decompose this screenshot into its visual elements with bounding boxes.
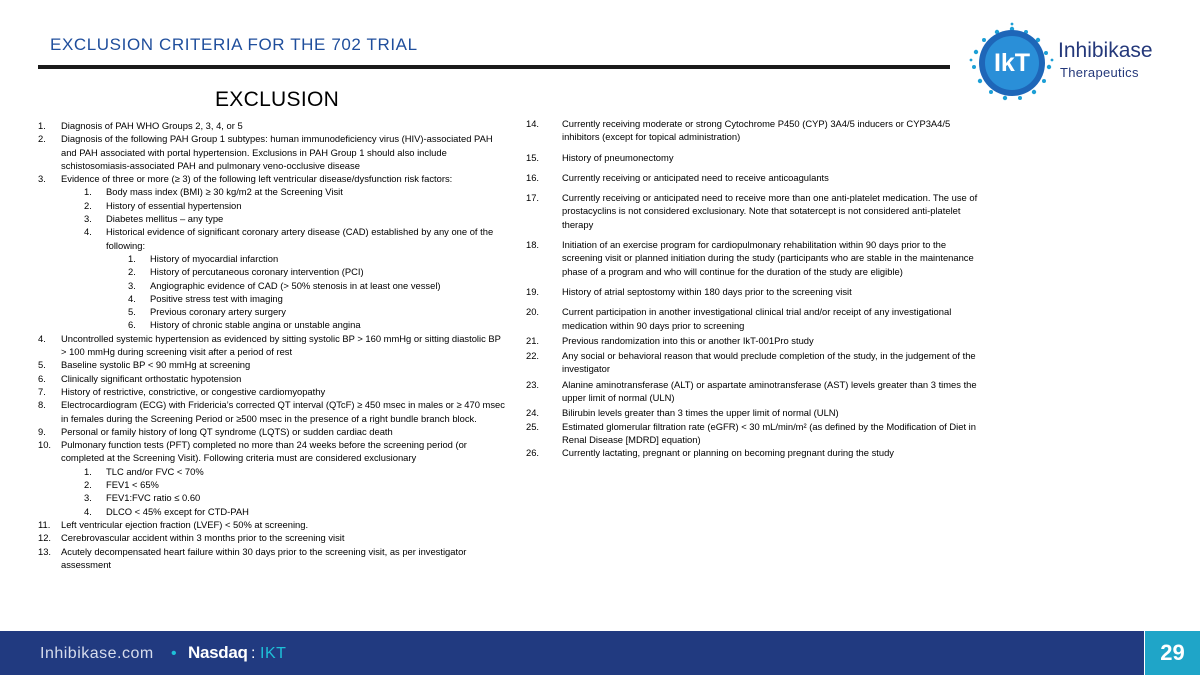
- item-number: 3.: [128, 279, 136, 291]
- list-subsubitem: [38, 292, 508, 305]
- item-text: DLCO < 45% except for CTD-PAH: [106, 505, 249, 517]
- bullet-separator: •: [171, 645, 177, 662]
- logo-company-name: Inhibikase: [1058, 39, 1153, 62]
- item-text: Acutely decompensated heart failure within 30 days prior to the screening visit, as per investigator assessment: [61, 545, 467, 570]
- item-number: 3.: [38, 173, 46, 185]
- item-text: Cerebrovascular accident within 3 months prior to the screening visit: [61, 532, 345, 544]
- item-text: TLC and/or FVC < 70%: [106, 465, 204, 477]
- item-text: Diagnosis of PAH WHO Groups 2, 3, 4, or 5: [61, 120, 243, 131]
- item-text: History of chronic stable angina or unstable angina: [150, 319, 361, 331]
- list-item: [38, 385, 508, 398]
- item-text: Personal or family history of long QT syndrome (LQTS) or sudden cardiac death: [61, 425, 393, 437]
- item-number: 8.: [38, 399, 46, 411]
- website-link[interactable]: Inhibikase.com: [40, 645, 154, 662]
- item-text: History of pneumonectomy: [562, 151, 674, 163]
- item-text: Alanine aminotransferase (ALT) or aspartate aminotransferase (AST) levels greater than 3 times the upper limit of normal (ULN): [562, 378, 977, 404]
- item-number: 13.: [38, 545, 52, 557]
- item-number: 4.: [128, 292, 136, 304]
- item-number: 6.: [128, 319, 136, 331]
- item-text: Current participation in another investigational clinical trial and/or receipt of any investigational medication within 90 days prior to screening: [562, 306, 952, 331]
- item-number: 6.: [38, 372, 46, 384]
- item-text: Currently lactating, pregnant or planning on becoming pregnant during the study: [562, 447, 894, 459]
- item-number: 2.: [38, 133, 46, 145]
- item-number: 2.: [128, 266, 136, 278]
- item-number: 9.: [38, 425, 46, 437]
- item-number: 14.: [526, 118, 540, 129]
- list-item: [526, 117, 986, 144]
- list-subitem: [38, 185, 508, 198]
- item-number: 5.: [128, 306, 136, 318]
- item-number: 24.: [526, 407, 540, 419]
- list-item: [526, 349, 986, 376]
- item-text: Body mass index (BMI) ≥ 30 kg/m2 at the Screening Visit: [106, 186, 343, 198]
- list-subitem: [38, 199, 508, 212]
- item-number: 15.: [526, 151, 540, 163]
- item-number: 1.: [128, 252, 136, 264]
- list-item: [38, 358, 508, 371]
- item-number: 1.: [38, 120, 46, 131]
- item-text: Any social or behavioral reason that would preclude completion of the study, in the judgement of the investigator: [562, 350, 976, 375]
- list-item: [526, 406, 986, 419]
- logo-company-subtitle: Therapeutics: [1060, 65, 1139, 80]
- item-number: 2.: [84, 479, 92, 491]
- item-text: Uncontrolled systemic hypertension as evidenced by sitting systolic BP > 160 mmHg or sitting diastolic BP > 100 mmHg during screening visit after a period of rest: [61, 332, 501, 358]
- list-item: [38, 438, 508, 465]
- list-subitem: [38, 225, 508, 252]
- item-text: Currently receiving moderate or strong Cytochrome P450 (CYP) 3A4/5 inducers or CYP3A4/5 inhibitors (except for topical administration): [562, 118, 951, 143]
- item-text: History of myocardial infarction: [150, 252, 279, 264]
- exclusion-list-right: [526, 117, 986, 460]
- item-text: Diagnosis of the following PAH Group 1 subtypes: human immunodeficiency virus (HIV)-associated PAH and PAH associated with portal hypertension. Exclusions in PAH Group 1 should also include schistosomiasis-associated PAH and pulmonary veno-occlusive disease: [61, 133, 493, 171]
- item-text: Estimated glomerular filtration rate (eGFR) < 30 mL/min/m² (as defined by the Modification of Diet in Renal Disease [MDRD] equation): [562, 420, 976, 445]
- list-item: [526, 191, 986, 231]
- item-text: Left ventricular ejection fraction (LVEF) < 50% at screening.: [61, 518, 309, 530]
- item-text: Diabetes mellitus – any type: [106, 213, 224, 225]
- item-text: FEV1 < 65%: [106, 479, 159, 491]
- item-text: Evidence of three or more (≥ 3) of the following left ventricular disease/dysfunction risk factors:: [61, 173, 453, 185]
- item-number: 25.: [526, 420, 540, 432]
- item-number: 23.: [526, 378, 540, 390]
- list-item: [38, 332, 508, 359]
- item-text: Historical evidence of significant coronary artery disease (CAD) established by any one of the following:: [106, 226, 494, 251]
- item-number: 20.: [526, 306, 540, 318]
- list-item: [38, 132, 508, 172]
- list-item: [526, 151, 986, 164]
- list-item: [526, 334, 986, 347]
- page-number: 29: [1160, 640, 1185, 665]
- item-number: 4.: [38, 332, 46, 344]
- list-item: [526, 305, 986, 332]
- item-text: History of atrial septostomy within 180 days prior to the screening visit: [562, 285, 852, 297]
- list-item: [526, 238, 986, 278]
- item-number: 22.: [526, 350, 540, 362]
- list-item: [526, 446, 986, 459]
- item-number: 1.: [84, 465, 92, 477]
- item-text: Previous coronary artery surgery: [150, 306, 286, 318]
- item-number: 12.: [38, 532, 52, 544]
- item-number: 7.: [38, 385, 46, 397]
- item-text: Currently receiving or anticipated need to receive more than one anti-platelet medication. The use of prostacyclins is not considered exclusionary. Note that sotatercept is not considered anti-platelet therapy: [562, 192, 978, 230]
- item-text: Bilirubin levels greater than 3 times the upper limit of normal (ULN): [562, 407, 839, 419]
- list-item: [38, 398, 508, 425]
- item-text: Baseline systolic BP < 90 mmHg at screening: [61, 359, 251, 371]
- item-number: 5.: [38, 359, 46, 371]
- slide-title: EXCLUSION CRITERIA FOR THE 702 TRIAL: [50, 35, 418, 54]
- item-text: History of percutaneous coronary intervention (PCI): [150, 266, 364, 278]
- section-heading: EXCLUSION: [215, 88, 340, 111]
- item-text: Angiographic evidence of CAD (> 50% stenosis in at least one vessel): [150, 279, 441, 291]
- list-subitem: [38, 505, 508, 518]
- item-number: 21.: [526, 334, 540, 346]
- item-number: 18.: [526, 239, 540, 251]
- item-number: 17.: [526, 192, 540, 204]
- item-number: 3.: [84, 213, 92, 225]
- list-item: [38, 372, 508, 385]
- list-subsubitem: [38, 305, 508, 318]
- nasdaq-logo: Nasdaq: [188, 643, 248, 662]
- item-number: 1.: [84, 186, 92, 198]
- item-number: 2.: [84, 199, 92, 211]
- item-text: FEV1:FVC ratio ≤ 0.60: [106, 492, 201, 504]
- item-text: History of restrictive, constrictive, or congestive cardiomyopathy: [61, 385, 326, 397]
- item-number: 26.: [526, 447, 540, 459]
- item-text: Positive stress test with imaging: [150, 292, 283, 304]
- item-text: Initiation of an exercise program for cardiopulmonary rehabilitation within 90 days prior to the screening visit or planned initiation during the study (participants who are stable in the maintenance phase of a program and who will continue for the duration of the study are eligible): [562, 239, 974, 277]
- title-divider: [38, 65, 950, 69]
- list-item: [526, 420, 986, 447]
- logo-mark-text: IkT: [993, 49, 1031, 77]
- list-subsubitem: [38, 279, 508, 292]
- list-item: [38, 119, 508, 132]
- item-number: 11.: [38, 518, 51, 530]
- item-text: History of essential hypertension: [106, 199, 242, 211]
- item-text: Clinically significant orthostatic hypotension: [61, 372, 242, 384]
- list-item: [38, 545, 508, 572]
- list-item: [38, 172, 508, 185]
- item-number: 10.: [38, 439, 52, 451]
- item-text: Previous randomization into this or another IkT-001Pro study: [562, 334, 814, 346]
- item-number: 19.: [526, 285, 540, 297]
- exclusion-list-left: [38, 119, 508, 571]
- stock-ticker: IKT: [260, 645, 287, 662]
- item-text: Pulmonary function tests (PFT) completed no more than 24 weeks before the screening period (or completed at the Screening Visit). Following criteria must are considered exclusionary: [61, 439, 467, 464]
- list-item: [38, 531, 508, 544]
- list-item: [526, 285, 986, 298]
- list-subitem: [38, 491, 508, 504]
- item-text: Electrocardiogram (ECG) with Fridericia’s corrected QT interval (QTcF) ≥ 450 msec in males or ≥ 470 msec in females during the Screening Period or ≥500 msec in the presence of a right bundle branch block.: [61, 399, 505, 424]
- list-item: [526, 171, 986, 184]
- ticker-separator: :: [251, 645, 256, 662]
- list-subsubitem: [38, 252, 508, 265]
- item-text: Currently receiving or anticipated need to receive anticoagulants: [562, 171, 829, 183]
- list-item: [38, 518, 508, 531]
- list-subitem: [38, 212, 508, 225]
- item-number: 16.: [526, 171, 540, 183]
- list-subsubitem: [38, 265, 508, 278]
- list-subitem: [38, 478, 508, 491]
- list-subitem: [38, 465, 508, 478]
- list-item: [526, 378, 986, 405]
- list-subsubitem: [38, 318, 508, 331]
- list-item: [38, 425, 508, 438]
- item-number: 4.: [84, 505, 92, 517]
- item-number: 4.: [84, 226, 92, 238]
- item-number: 3.: [84, 492, 92, 504]
